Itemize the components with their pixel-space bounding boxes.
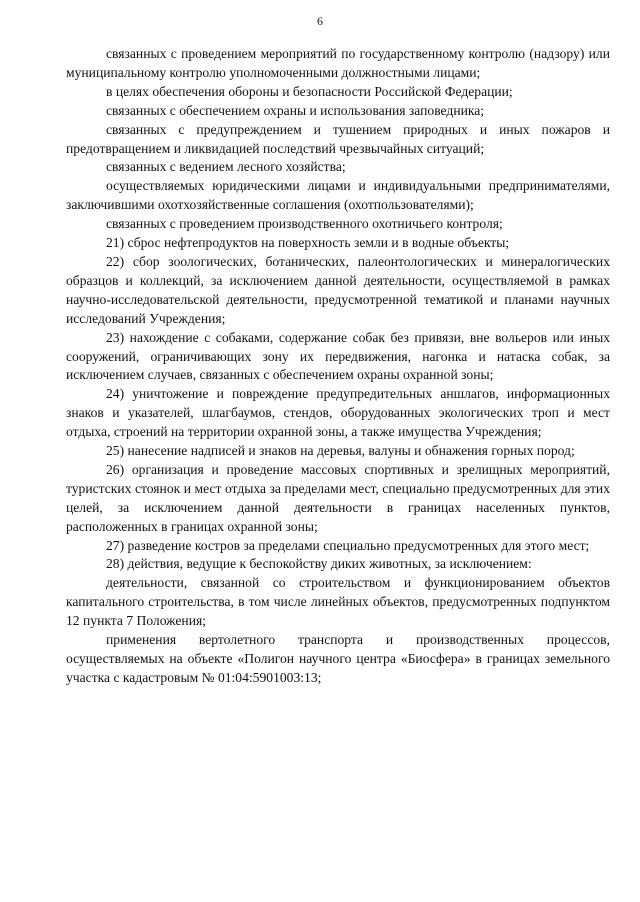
paragraph: деятельности, связанной со строительством и функционированием объектов капитального строительства, в том числе линейных объектов, предусмотренных подпунктом 12 пункта 7 Положения; [66,575,610,629]
paragraph: 23) нахождение с собаками, содержание собак без привязи, вне вольеров или иных сооружений, ограничивающих зону их передвижения, нагонка и натаска собак, за исключением случаев, связанных с обеспечением охраны охранной зоны; [66,329,610,383]
paragraph: в целях обеспечения обороны и безопасности Российской Федерации; [106,83,513,99]
paragraph: 27) разведение костров за пределами специально предусмотренных для этого мест; [106,537,590,553]
page-number: 6 [317,14,323,28]
paragraph: 24) уничтожение и повреждение предупредительных аншлагов, информационных знаков и указателей, шлагбаумов, стендов, оборудованных экологических троп и мест отдыха, строений на территории охранной зоны, а также имущества Учреждения; [66,386,610,440]
paragraph: связанных с проведением мероприятий по государственному контролю (надзору) или муниципальному контролю уполномоченными должностными лицами; [66,46,610,80]
paragraph: связанных с предупреждением и тушением природных и иных пожаров и предотвращением и ликвидацией последствий чрезвычайных ситуаций; [66,121,610,156]
paragraph: связанных с ведением лесного хозяйства; [106,159,346,175]
paragraph: 21) сброс нефтепродуктов на поверхность земли и в водные объекты; [106,235,510,251]
paragraph: связанных с проведением производственного охотничьего контроля; [106,216,503,232]
paragraph: 25) нанесение надписей и знаков на деревья, валуны и обнажения горных пород; [106,443,575,459]
paragraph: осуществляемых юридическими лицами и индивидуальными предпринимателями, заключившими охотхозяйственные соглашения (охотпользователями); [66,178,610,213]
paragraph: 22) сбор зоологических, ботанических, палеонтологических и минералогических образцов и коллекций, за исключением данной деятельности, осуществляемой в рамках научно-исследовательской деятельности, предусмотренной тематикой и планами научных исследований Учреждения; [66,253,610,326]
paragraph: применения вертолетного транспорта и производственных процессов, осуществляемых на объекте «Полигон научного центра «Биосфера» в границах земельного участка с кадастровым № 01:04:5901003:13; [66,632,610,685]
document-body [66,45,610,688]
paragraph: 28) действия, ведущие к беспокойству диких животных, за исключением: [106,556,532,572]
paragraph: 26) организация и проведение массовых спортивных и зрелищных мероприятий, туристских стоянок и мест отдыха за пределами мест, специально предусмотренных для этих целей, за исключением данной деятельности в границах населенных пунктов, расположенных в границах охранной зоны; [66,461,610,534]
paragraph: связанных с обеспечением охраны и использования заповедника; [106,102,485,118]
